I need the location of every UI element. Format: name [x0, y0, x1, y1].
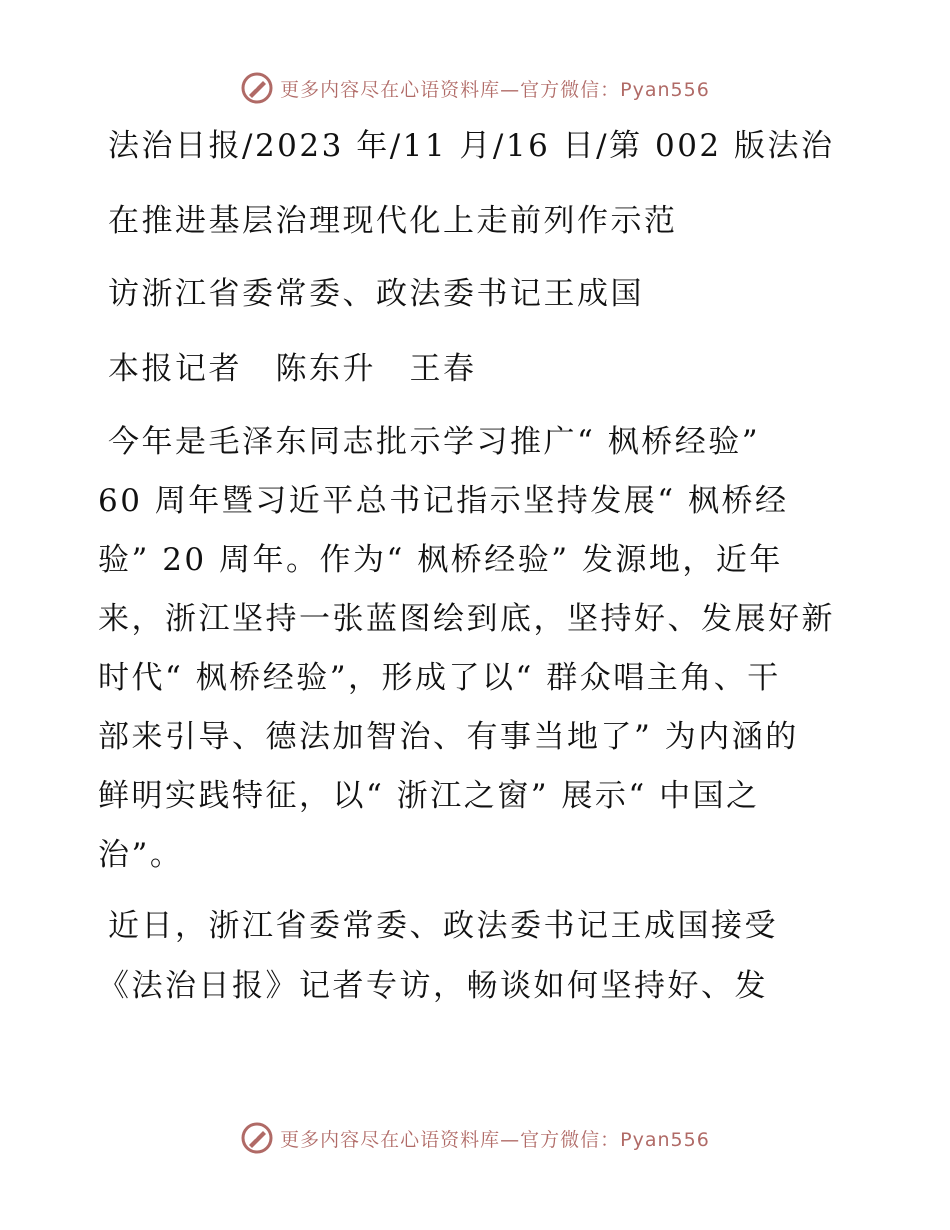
byline: 本报记者 陈东升 王春 [108, 351, 477, 387]
paragraph-line: 时代“ 枫桥经验”，形成了以“ 群众唱主角、干 [98, 660, 781, 696]
paragraph-line: 来，浙江坚持一张蓝图绘到底，坚持好、发展好新 [98, 601, 835, 637]
paragraph-line: 验” 20 周年。作为“ 枫桥经验” 发源地，近年 [98, 542, 783, 578]
watermark-banner-top [0, 68, 950, 108]
paragraph-line: 部来引导、德法加智治、有事当地了” 为内涵的 [98, 719, 799, 755]
quill-seal-icon [240, 71, 274, 105]
subheadline: 访浙江省委常委、政法委书记王成国 [108, 276, 644, 312]
watermark-text: 更多内容尽在心语资料库—官方微信：Pyan556 [280, 78, 710, 101]
watermark-banner-bottom [0, 1118, 950, 1158]
quill-seal-icon [240, 1121, 274, 1155]
watermark-text: 更多内容尽在心语资料库—官方微信：Pyan556 [280, 1128, 710, 1151]
paragraph-line: 今年是毛泽东同志批示学习推广“ 枫桥经验” [108, 424, 761, 460]
paragraph-line: 治”。 [98, 837, 184, 873]
dateline: 法治日报/2023 年/11 月/16 日/第 002 版法治 [108, 128, 835, 164]
paragraph-line: 近日，浙江省委常委、政法委书记王成国接受 [108, 908, 778, 944]
paragraph-line: 《法治日报》记者专访，畅谈如何坚持好、发 [98, 968, 768, 1004]
paragraph-line: 鲜明实践特征，以“ 浙江之窗” 展示“ 中国之 [98, 778, 760, 814]
paragraph-line: 60 周年暨习近平总书记指示坚持发展“ 枫桥经 [98, 483, 789, 519]
headline: 在推进基层治理现代化上走前列作示范 [108, 203, 678, 239]
